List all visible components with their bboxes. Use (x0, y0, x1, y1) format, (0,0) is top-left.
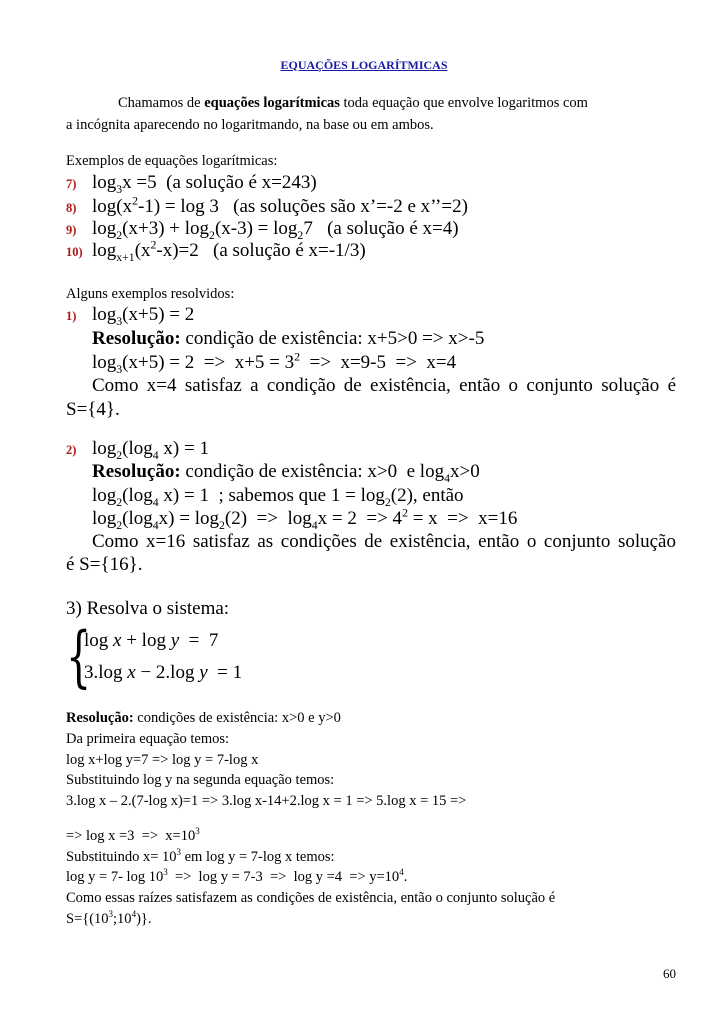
page-number: 60 (663, 966, 676, 981)
system-equation-2: 3.log x − 2.log y = 1 (84, 662, 243, 683)
ex2-statement: 2) $\log_2(\log_4$ x) = 1 (66, 438, 209, 462)
ex2-step2: $\log_2(\log_4x) = \log_2(2) => \log_4x = 2 => 4^2 = x => x=16$ (92, 506, 518, 532)
ex3-line4: 3.log x – 2.(7-log x)=1 => 3.log x-14+2.log x = 1 => 5.log x = 15 => (66, 793, 467, 809)
ex3-line6: Substituindo $x= 10^3$ em log y = 7-log x temos: (66, 847, 335, 865)
examples-heading: Exemplos de equações logarítmicas: (66, 153, 278, 169)
example-10: 10) $\log_{x+1}(x^2-x)=2$ (a solução é x=-1/3) (66, 238, 366, 264)
page-title: EQUAÇÕES LOGARÍTMICAS (280, 58, 448, 72)
left-brace: { (66, 618, 92, 695)
intro-paragraph-line1: Chamamos de equações logarítmicas toda equação que envolve logaritmos com (118, 95, 588, 111)
example-8: 8) $\log(x^2-1) = \log 3$ (as soluções são x’=-2 e x’’=2) (66, 194, 468, 217)
example-9: 9) $\log_2(x+3) + \log_2(x-3) = \log_27$ (a solução é x=4) (66, 218, 459, 242)
ex3-line2: log x+log y=7 => log y = 7-log x (66, 752, 259, 768)
equation-system (66, 618, 266, 695)
ex3-line1: Da primeira equação temos: (66, 731, 230, 747)
example-7: 7) $\log_3x =5$ (a solução é x=243) (66, 172, 317, 196)
ex1-step: $\log_3(x+5) = 2 => x+5 = 3^2 => x=9-5 => x=4$ (92, 350, 457, 376)
ex1-statement: 1) $\log_3(x+5) = 2$ (66, 304, 195, 328)
ex3-line5: => $\log x =3 => x=10^3$ (66, 826, 200, 844)
intro-paragraph-line2: a incógnita aparecendo no logaritmando, na base ou em ambos. (66, 117, 434, 133)
ex3-line3: Substituindo log y na segunda equação temos: (66, 772, 335, 788)
ex2-step1: $\log_2(\log_4$ x) = 1 ; sabemos que $1 = \log_2(2)$, então (92, 485, 464, 509)
ex3-solution-set: $S=\{(10^3;10^4)\}$. (66, 909, 152, 927)
solved-heading: Alguns exemplos resolvidos: (66, 286, 235, 302)
ex2-resolution: Resolução: condição de existência: x>0 e $\log_4x>0$ (92, 461, 480, 485)
ex3-line7: log y = 7- $\log 10^3 => \log y = 7-3 => \log y =4 => y=10^4$. (66, 867, 408, 885)
ex2-conclusion-line2: é S={16}. (66, 554, 143, 575)
ex1-conclusion-line1: Como x=4 satisfaz a condição de existência, então o conjunto solução é (92, 375, 676, 396)
ex1-resolution: Resolução: condição de existência: x+5>0 => x>-5 (92, 328, 485, 349)
ex1-conclusion-line2: S={4}. (66, 399, 120, 420)
ex2-conclusion-line1: Como x=16 satisfaz as condições de existência, então o conjunto solução (92, 531, 676, 552)
ex3-resolution: Resolução: condições de existência: x>0 e y>0 (66, 710, 341, 726)
system-equation-1: log x + log y = 7 (84, 630, 219, 651)
ex3-line8: Como essas raízes satisfazem as condições de existência, então o conjunto solução é (66, 890, 556, 906)
ex3-heading: 3) Resolva o sistema: (66, 598, 230, 619)
